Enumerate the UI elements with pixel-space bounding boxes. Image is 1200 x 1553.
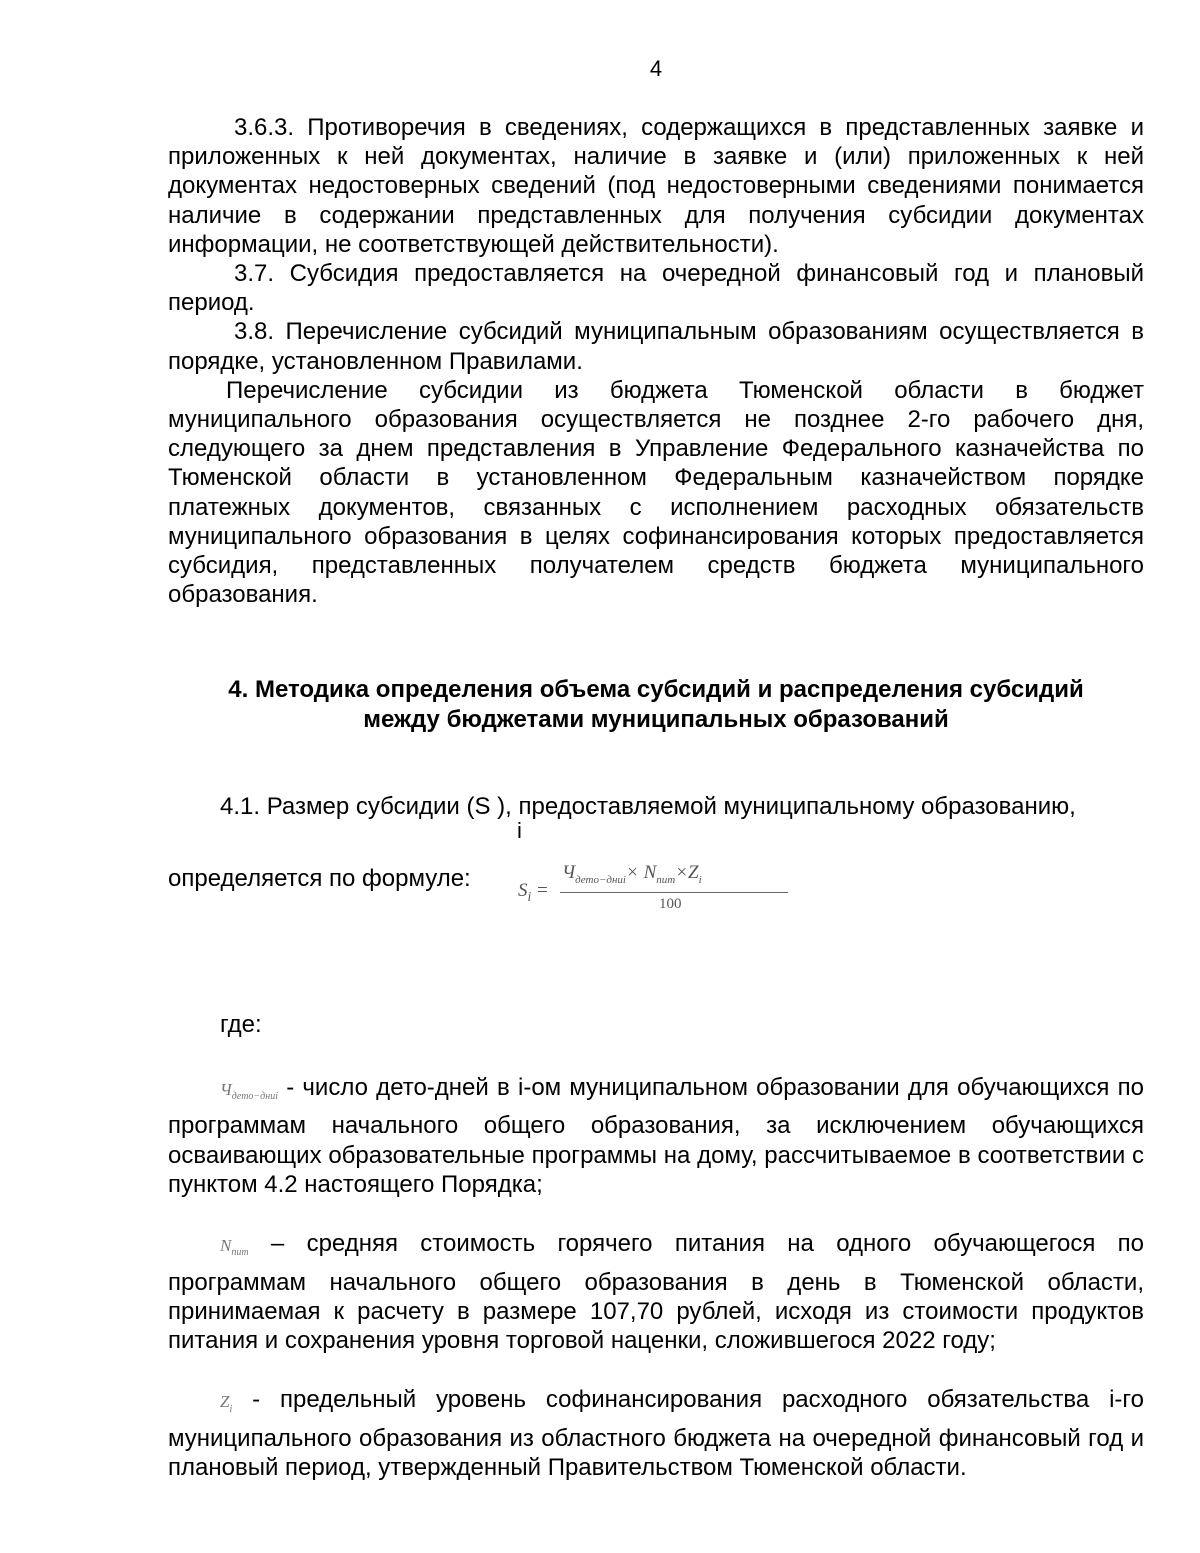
formula-numerator: $Ч_{дето-дниi}\times N_{пит}\times Z_i$: [562, 862, 702, 886]
subsidy-formula: [518, 862, 818, 922]
paragraph-4-1: 4.1. Размер субсидии (S ), предоставляемой муниципальному образованию,: [220, 793, 1076, 821]
section-4-heading: [168, 675, 1144, 734]
fraction-bar: [560, 892, 788, 893]
section-4-heading-line-2: между бюджетами муниципальных образований: [363, 705, 949, 733]
definition-child-days: [168, 1073, 1144, 1199]
paragraph-3-8: 3.8. Перечисление субсидий муниципальным образованиям осуществляется в порядке, установленном Правилами.: [168, 318, 1144, 375]
document-body: [168, 113, 1144, 1482]
paragraph-3-8-transfer: Перечисление субсидии из бюджета Тюменской области в бюджет муниципального образования осуществляется не позднее 2-го рабочего дня, следующего за днем представления в Управление Федерального казначейства по Тюменской области в установленном Федеральным казначейством порядке платежных документов, связанных с исполнением расходных обязательств муниципального образования в целях софинансирования которых предоставляется субсидия, представленных получателем средств бюджета муниципального образования.: [168, 376, 1144, 609]
where-label: где:: [220, 1010, 262, 1038]
meal-cost-symbol: $N_{пит}$: [220, 1236, 249, 1259]
paragraph-4-1-continuation: определяется по формуле:: [168, 864, 471, 892]
definition-child-days-text: - число дето-дней в i-ом муниципальном образовании для обучающихся по программам начального общего образования, за исключением обучающихся осваивающих образовательные программы на дому, рассчитываемое в соответствии с пунктом 4.2 настоящего Порядка;: [168, 1073, 1144, 1198]
subscript-line: [168, 817, 1144, 844]
formula-lhs: $S_i$ =: [518, 880, 549, 904]
section-4-heading-line-1: 4. Методика определения объема субсидий и распределения субсидий: [228, 676, 1084, 704]
definition-cofinancing-text: - предельный уровень софинансирования расходного обязательства i-го муниципального образования из областного бюджета на очередной финансовый год и плановый период, утвержденный Правительством Тюменской области.: [168, 1386, 1144, 1482]
page-number: 4: [649, 56, 663, 81]
definition-meal-cost-text: – средняя стоимость горячего питания на одного обучающегося по программам начального общего образования в день в Тюменской области, принимаемая к расчету в размере 107,70 рублей, исходя из стоимости продуктов питания и сохранения уровня торговой наценки, сложившегося 2022 году;: [168, 1230, 1144, 1355]
paragraph-3-7: 3.7. Субсидия предоставляется на очередной финансовый год и плановый период.: [168, 260, 1144, 317]
definition-meal-cost: [168, 1229, 1144, 1355]
times-sign-2: ×: [675, 862, 689, 883]
cofinancing-symbol: $Z_i$: [220, 1392, 233, 1415]
subscript-i: i: [517, 817, 522, 843]
paragraph-3-6-3: 3.6.3. Противоречия в сведениях, содержащихся в представленных заявке и приложенных к ней документах, наличие в заявке и (или) приложенных к ней документах недостоверных сведений (под недостоверными сведениями понимается наличие в содержании представленных для получения субсидии документах информации, не соответствующей действительности).: [168, 114, 1144, 258]
definition-cofinancing-level: [168, 1385, 1144, 1482]
child-days-symbol: $Ч_{дето-дниi}$: [220, 1079, 278, 1103]
formula-denominator: 100: [659, 896, 682, 912]
